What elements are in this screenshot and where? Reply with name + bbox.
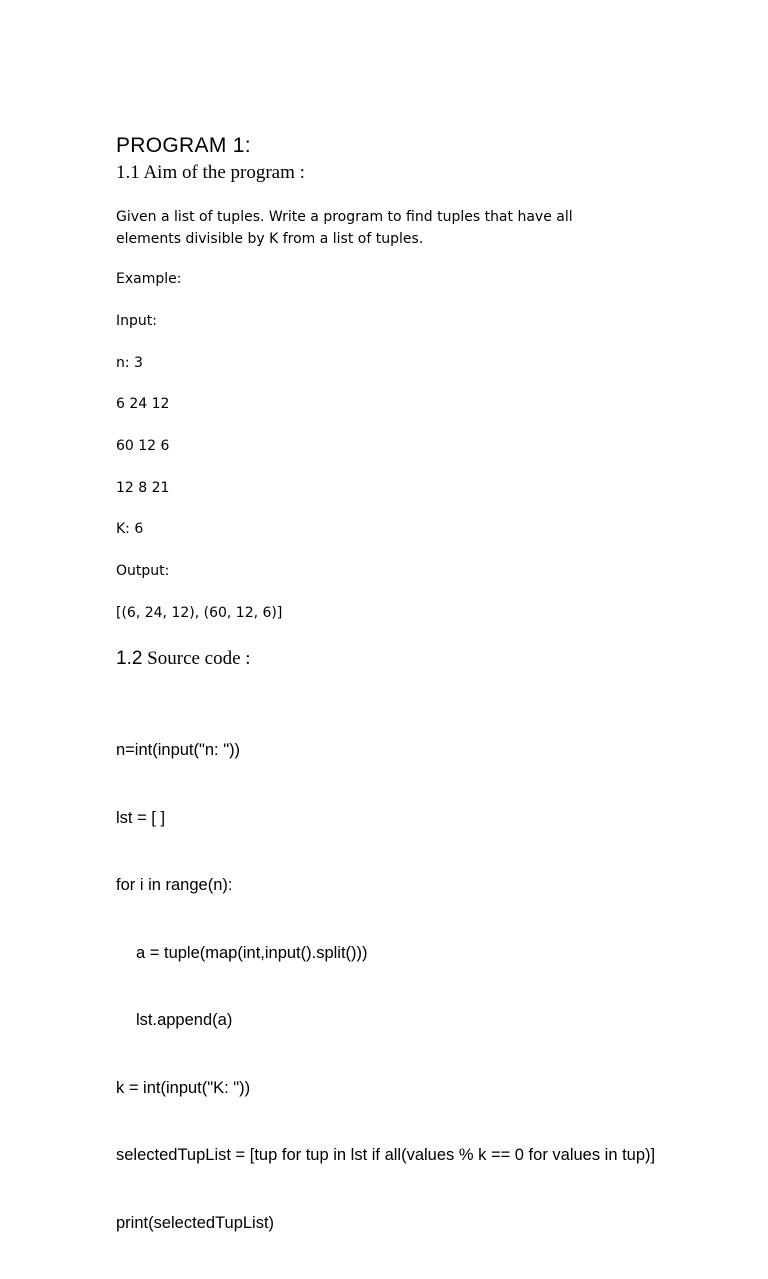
aim-heading: 1.1 Aim of the program : <box>116 162 305 183</box>
example-line-n: n: 3 <box>116 355 143 371</box>
code-line: for i in range(n): <box>116 876 233 894</box>
example-line-tuple-1: 6 24 12 <box>116 396 170 412</box>
example-line-tuple-3: 12 8 21 <box>116 480 170 496</box>
output-value: [(6, 24, 12), (60, 12, 6)] <box>116 605 283 621</box>
code-line: lst.append(a) <box>136 1011 233 1029</box>
code-line: a = tuple(map(int,input().split())) <box>136 943 368 962</box>
example-label: Example: <box>116 271 182 287</box>
code-line: selectedTupList = [tup for tup in lst if all(values % k == 0 for values in tup)] <box>116 1146 656 1164</box>
input-label: Input: <box>116 313 157 329</box>
output-label: Output: <box>116 563 170 579</box>
code-line: lst = [ ] <box>116 808 166 827</box>
source-heading-text: Source code : <box>142 648 251 669</box>
source-heading-number: 1.2 <box>116 648 143 669</box>
source-code-block <box>116 694 661 1279</box>
aim-text: Given a list of tuples. Write a program to find tuples that have all elements divisible by K from a list of tuples. <box>116 209 573 247</box>
code-line: print(selectedTupList) <box>116 1213 275 1232</box>
source-code-heading <box>116 648 251 670</box>
example-line-k: K: 6 <box>116 521 144 537</box>
program-title: PROGRAM 1: <box>116 134 251 157</box>
code-line: k = int(input("K: ")) <box>116 1078 251 1097</box>
code-line: n=int(input("n: ")) <box>116 741 241 759</box>
example-line-tuple-2: 60 12 6 <box>116 438 170 454</box>
